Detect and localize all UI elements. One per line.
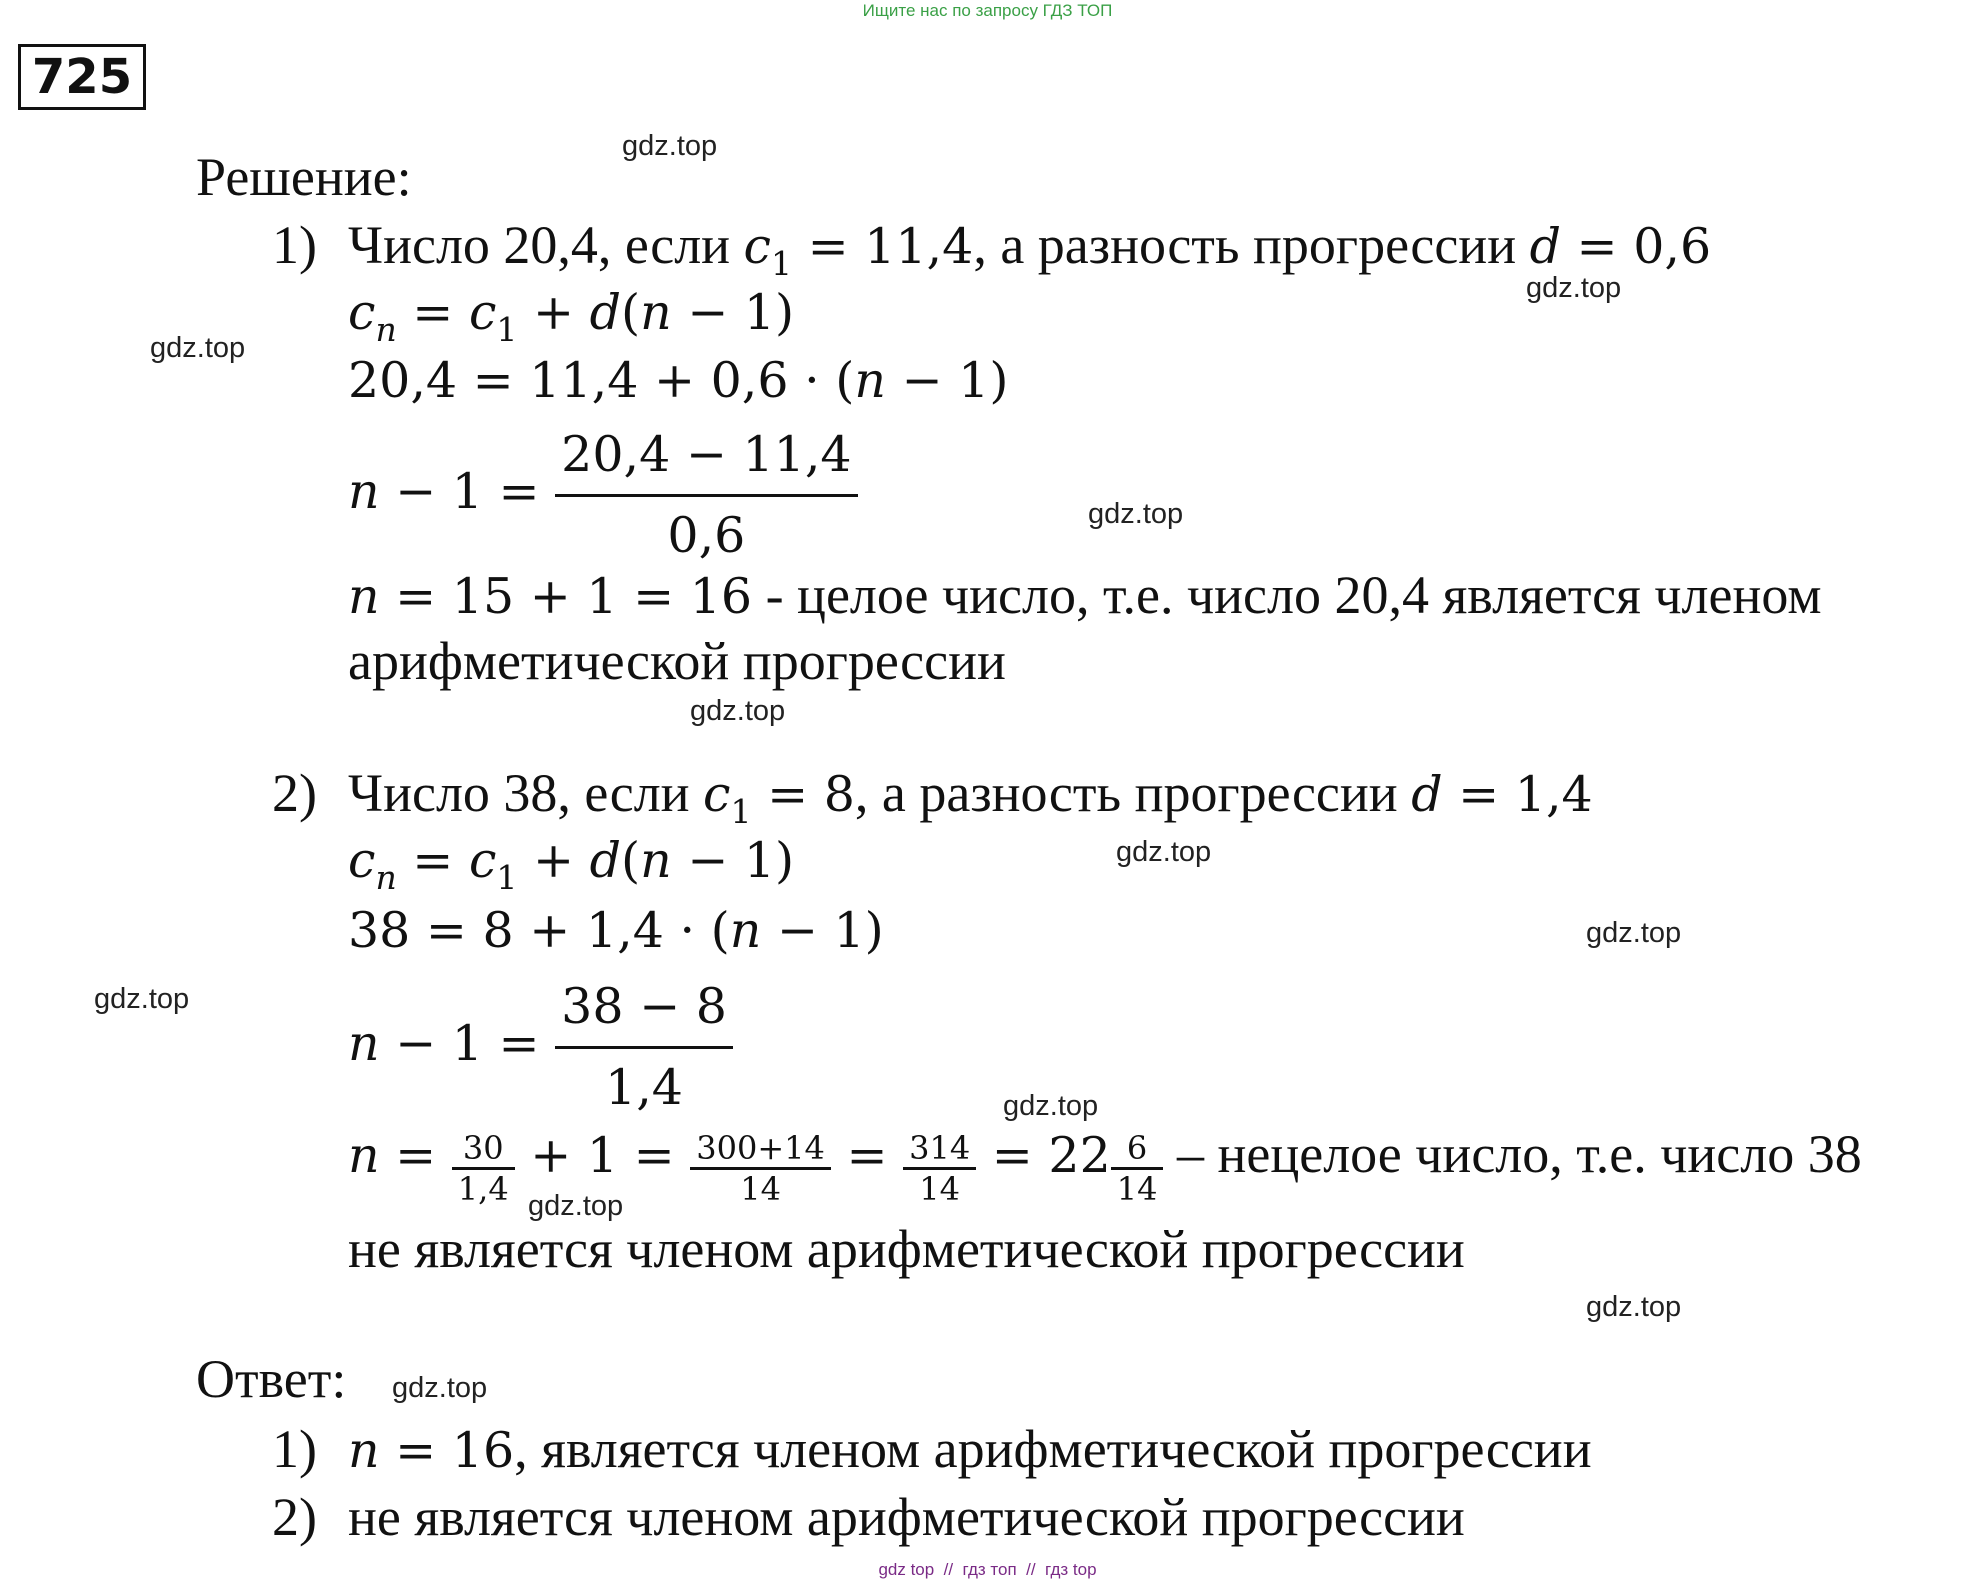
part2-calculation: n = $\frac{30}{1,4}$ + 1 = $\frac{300+14}{14}$ = $\frac{314}{14}$ = 22 $\frac{6}{14}$ – нецелое число, т.е. число 38 (348, 1124, 1862, 1208)
part1-statement: Число 20,4, если $c_1 = 11,4$, а разность прогрессии d = 0,6 (348, 215, 1712, 283)
answer-heading: Ответ: (196, 1349, 347, 1409)
part1-equation: 20,4 = 11,4 + 0,6 · (n − 1) (348, 352, 1009, 409)
part1-general-formula: $c_n = c_1 + d(n - 1)$ (348, 284, 795, 349)
part2-statement: Число 38, если $c_1 = 8$, а разность прогрессии d = 1,4 (348, 763, 1593, 831)
part2-result-line2: не является членом арифметической прогрессии (348, 1219, 1465, 1279)
watermark: gdz.top (528, 1190, 624, 1222)
problem-number: 725 (18, 44, 146, 110)
watermark: gdz.top (94, 983, 190, 1015)
part1-fraction-step: n − 1 = $\frac{20,4 - 11,4}{0,6}$ (348, 416, 858, 575)
part2-equation: 38 = 8 + 1,4 · (n − 1) (348, 902, 884, 959)
answer-item-marker: 2) (272, 1487, 317, 1547)
watermark: gdz.top (690, 695, 786, 727)
part2-fraction-step: n − 1 = $\frac{38 - 8}{1,4}$ (348, 968, 733, 1127)
part1-marker: 1) (272, 215, 317, 275)
watermark: gdz.top (622, 130, 718, 162)
footer-links: gdz top // гдз топ // гдз top (878, 1560, 1097, 1579)
top-banner: Ищите нас по запросу ГДЗ ТОП (862, 1, 1113, 20)
answer-item-marker: 1) (272, 1419, 317, 1479)
watermark: gdz.top (1526, 272, 1622, 304)
answer-item-2: не является членом арифметической прогрессии (348, 1487, 1465, 1547)
watermark: gdz.top (1586, 917, 1682, 949)
solution-heading: Решение: (196, 147, 412, 207)
watermark: gdz.top (1088, 498, 1184, 530)
watermark: gdz.top (1586, 1291, 1682, 1323)
part2-fraction: $\frac{38 - 8}{1,4}$ (555, 968, 733, 1127)
watermark: gdz.top (150, 332, 246, 364)
part1-fraction: $\frac{20,4 - 11,4}{0,6}$ (555, 416, 857, 575)
part2-marker: 2) (272, 763, 317, 823)
part1-result-line2: арифметической прогрессии (348, 631, 1006, 691)
watermark: gdz.top (1003, 1090, 1099, 1122)
part1-result: n = 15 + 1 = 16 - целое число, т.е. число 20,4 является членом (348, 565, 1822, 625)
part2-general-formula: $c_n = c_1 + d(n - 1)$ (348, 832, 795, 897)
watermark: gdz.top (1116, 836, 1212, 868)
answer-item-1: n = 16, является членом арифметической прогрессии (348, 1419, 1592, 1479)
watermark: gdz.top (392, 1372, 488, 1404)
